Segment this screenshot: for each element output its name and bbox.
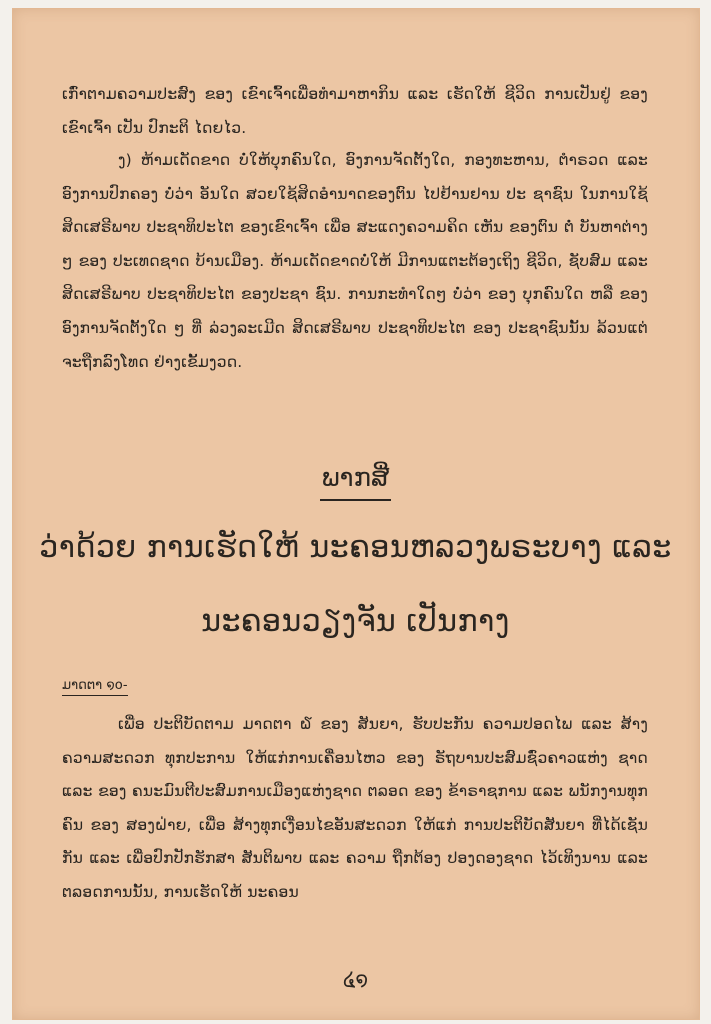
page-number: ໔໑ (342, 967, 369, 991)
body-paragraph: ເກົ່າຕາມຄວາມປະສົງ ຂອງ ເຂົາເຈົ້າເພື່ອທຳມາຫາກິນ ແລະ ເຮັດໃຫ້ ຊີວິດ ການເປັນຢູ່ ຂອງ ເຂົາເຈົ້າ ເປັນ ປົກະຕິ ໄດຍໄວ. (62, 85, 648, 137)
body-paragraph: ງ) ຫ້າມເດັດຂາດ ບໍ່ໃຫ້ບຸກຄົນໃດ, ອົງການຈັດຕັ້ງໃດ, ກອງທະຫານ, ຕຳຣວດ ແລະ ອົງການປົກຄອງ ບໍ່ວ່າ ອັນໃດ ສວຍໃຊ້ສິດອຳນາດຂອງຕົນ ໄປຢ້ານຢານ ປະ ຊາຊົນ ໃນການໃຊ້ສິດເສຣີພາບ ປະຊາທິປະໄຕ ຂອງເຂົາເຈົ້າ ເພື່ອ ສະແດງຄວາມຄິດ ເຫັນ ຂອງຕົນ ຕໍ່ ບັນຫາຕ່າງໆ ຂອງ ປະເທດຊາດ ບ້ານເມືອງ. ຫ້າມເດັດຂາດບໍ່ໃຫ້ ມີການແຕະຕ້ອງເຖິງ ຊີວິດ, ຊັບສົມ ແລະ ສິດເສຣີພາບ ປະຊາທິປະໄຕ ຂອງປະຊາ ຊົນ. ການກະທຳໃດໆ ບໍ່ວ່າ ຂອງ ບຸກຄົນໃດ ຫລື ຂອງ ອົງການຈັດຕັ້ງໃດ ໆ ທີ່ ລ່ວງລະເມີດ ສິດເສຣີພາບ ປະຊາທິປະໄຕ ຂອງ ປະຊາຊົນນັ້ນ ລ້ວນແຕ່ ຈະຖືກລົງໂທດ ຢ່າງເຂັ້ມງວດ. (62, 151, 648, 371)
section-heading-line-1: ວ່າດ້ວຍ ການເຮັດໃຫ້ ນະຄອນຫລວງພຣະບາງ ແລະ (39, 530, 672, 565)
body-paragraph: ເພື່ອ ປະຕິບັດຕາມ ມາດຕາ ໖ ຂອງ ສັນຍາ, ຮັບປະກັນ ຄວາມປອດໄພ ແລະ ສ້າງຄວາມສະດວກ ທຸກປະການ ໃຫ້ແກ່ການເຄື່ອນໄຫວ ຂອງ ຣັຖບານປະສົມຊົ່ວຄາວແຫ່ງ ຊາດ ແລະ ຂອງ ຄນະມົນຕີປະສົມການເມືອງແຫ່ງຊາດ ຕລອດ ຂອງ ຂ້າຣາຊການ ແລະ ພນັກງານທຸກຄົນ ຂອງ ສອງຝ່າຍ, ເພື່ອ ສ້າງທຸກເງື່ອນໄຂອັນສະດວກ ໃຫ້ແກ່ ການປະຕິບັດສັນຍາ ທີ່ໄດ້ເຊັນກັນ ແລະ ເພື່ອປົກປັກຮັກສາ ສັນຕິພາບ ແລະ ຄວາມ ຖືກຕ້ອງ ປອງດອງຊາດ ໄວ້ເທິງນານ ແລະ ຕລອດການນັ້ນ, ການເຮັດໃຫ້ ນະຄອນ (62, 715, 648, 901)
part-title (0, 460, 711, 501)
part-title-text: ພາກສີ່ (320, 460, 392, 501)
article-label (62, 677, 128, 695)
section-heading-line-2: ນະຄອນວຽງຈັນ ເປັນກາງ (201, 604, 510, 639)
article-label-text: ມາດຕາ ໑໐- (62, 678, 128, 696)
